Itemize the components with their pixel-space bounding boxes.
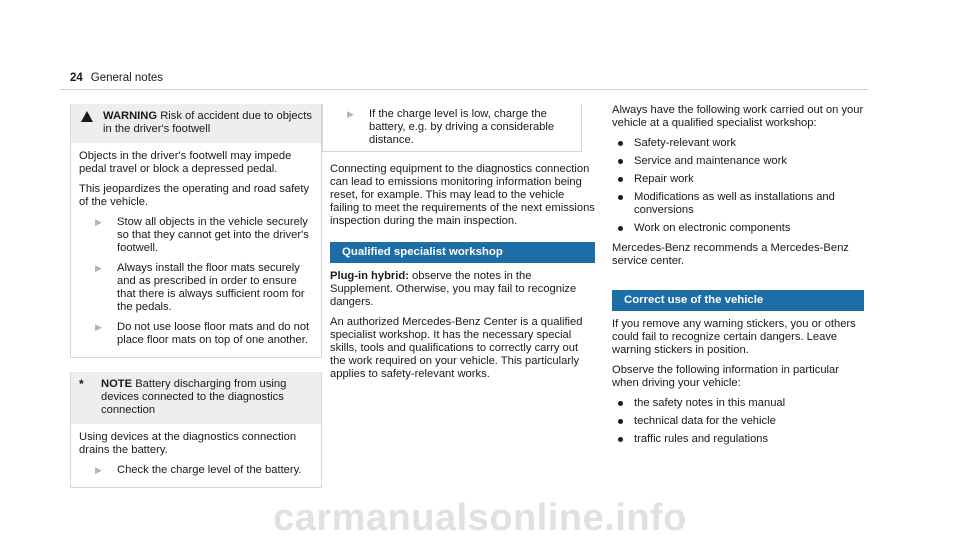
warning-triangle-icon: [81, 111, 93, 122]
warning-intro-2: This jeopardizes the operating and road safety of the vehicle.: [79, 183, 310, 208]
stickers-paragraph: If you remove any warning stickers, you or others could fail to recognize certain dangers. Leave warning stickers in position.: [612, 318, 856, 356]
note-step: ▶ If the charge level is low, charge the battery, e.g. by driving a considerable distance.: [347, 108, 555, 146]
warning-label: WARNING: [103, 110, 158, 122]
warning-step: ▶ Always install the floor mats securely and as prescribed in order to ensure that there is always sufficient room for the pedals.: [95, 262, 305, 313]
page-header: [70, 72, 163, 85]
column-3: [612, 104, 864, 453]
arrow-right-icon: ▶: [95, 217, 102, 227]
bullet-icon: [612, 173, 634, 186]
bullet-icon: [612, 222, 634, 235]
note-step: ▶ Check the charge level of the battery.: [95, 464, 302, 476]
note-title: Battery discharging from using devices connected to the diagnostics connection: [101, 378, 287, 416]
note-box: [70, 372, 322, 488]
list-item: Repair work: [612, 173, 864, 186]
warning-intro-1: Objects in the driver's footwell may impede pedal travel or block a depressed pedal.: [79, 150, 292, 175]
section-heading-workshop: Qualified specialist workshop: [330, 242, 595, 263]
workshop-list: [612, 137, 864, 235]
warning-step: ▶ Stow all objects in the vehicle securely so that they cannot get into the driver's footwell.: [95, 216, 309, 254]
bullet-icon: [612, 397, 634, 410]
arrow-right-icon: ▶: [95, 465, 102, 475]
column-1: [70, 104, 322, 488]
bullet-icon: [612, 433, 634, 446]
list-item: Safety-relevant work: [612, 137, 864, 150]
list-item: the safety notes in this manual: [612, 397, 864, 410]
bullet-icon: [612, 137, 634, 150]
recommendation-paragraph: Mercedes-Benz recommends a Mercedes-Benz service center.: [612, 242, 849, 267]
bullet-icon: [612, 191, 634, 217]
list-item: traffic rules and regulations: [612, 433, 864, 446]
observe-paragraph: Observe the following information in particular when driving your vehicle:: [612, 364, 839, 389]
list-item: Work on electronic components: [612, 222, 864, 235]
bullet-icon: [612, 155, 634, 168]
section-name: General notes: [90, 72, 164, 84]
watermark: carmanualsonline.info: [273, 497, 687, 539]
diagnostics-paragraph: Connecting equipment to the diagnostics connection can lead to emissions monitoring information being reset, for example. This may lead to the vehicle failing to meet the requirements of the next emissions inspection during the main inspection.: [330, 163, 595, 227]
page-number: 24: [70, 72, 83, 84]
observe-list: [612, 397, 864, 446]
arrow-right-icon: ▶: [95, 322, 102, 332]
arrow-right-icon: ▶: [347, 109, 354, 119]
section-heading-correct-use: Correct use of the vehicle: [612, 290, 864, 311]
bullet-icon: [612, 415, 634, 428]
note-label: NOTE: [101, 378, 133, 390]
workshop-paragraph: An authorized Mercedes-Benz Center is a qualified specialist workshop. It has the necessary special skills, tools and qualifications to correctly carry out the work required on your vehicle. This particularly applies to safety-relevant works.: [330, 316, 583, 380]
column-2: [330, 104, 595, 388]
header-divider: [60, 89, 868, 90]
warning-step: ▶ Do not use loose floor mats and do not place floor mats on top of one another.: [95, 321, 310, 346]
note-header: [71, 372, 321, 424]
list-item: Modifications as well as installations and conversions: [612, 191, 864, 217]
note-asterisk-icon: *: [79, 377, 84, 391]
warning-title: Risk of accident due to objects in the driver's footwell: [103, 110, 312, 135]
arrow-right-icon: ▶: [95, 263, 102, 273]
warning-header: [71, 104, 321, 143]
hybrid-paragraph: Plug-in hybrid: observe the notes in the Supplement. Otherwise, you may fail to recognize dangers.: [330, 270, 577, 308]
workshop-intro: Always have the following work carried out on your vehicle at a qualified specialist workshop:: [612, 104, 864, 129]
note-continuation: [322, 104, 582, 152]
warning-box: [70, 104, 322, 358]
note-body: Using devices at the diagnostics connection drains the battery.: [79, 431, 297, 456]
list-item: technical data for the vehicle: [612, 415, 864, 428]
list-item: Service and maintenance work: [612, 155, 864, 168]
